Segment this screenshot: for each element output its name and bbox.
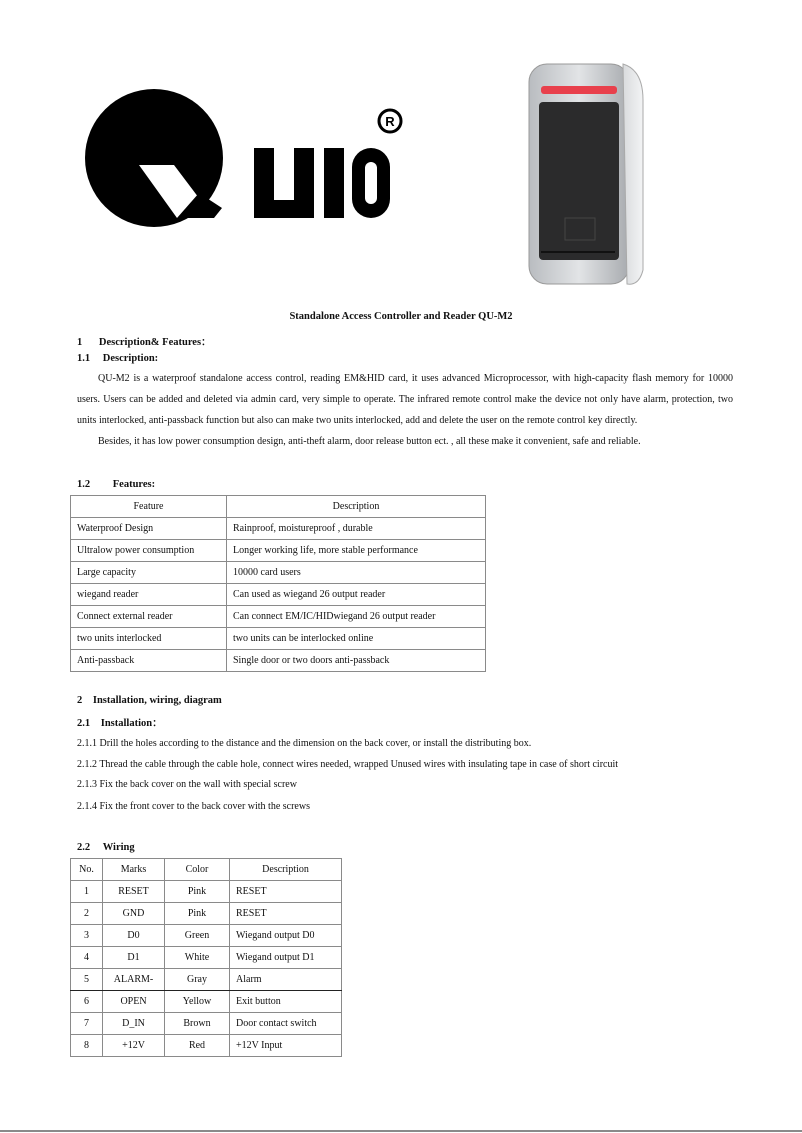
- section-title: Installation, wiring, diagram: [92, 695, 222, 706]
- column-header: Marks: [103, 859, 165, 881]
- table-row: [71, 1035, 342, 1057]
- no-cell: 5: [71, 969, 103, 991]
- description-body: [77, 368, 733, 452]
- section-title: Description:: [102, 353, 159, 364]
- table-header-row: [71, 496, 486, 518]
- description-cell: 10000 card users: [227, 562, 486, 584]
- column-header: Feature: [71, 496, 227, 518]
- description-cell: Alarm: [230, 969, 342, 991]
- table-row: [71, 1013, 342, 1035]
- column-header: Description: [227, 496, 486, 518]
- color-cell: Pink: [165, 881, 230, 903]
- color-cell: Brown: [165, 1013, 230, 1035]
- page-bottom-divider: [0, 1130, 802, 1132]
- feature-cell: wiegand reader: [71, 584, 227, 606]
- description-paragraph: QU-M2 is a waterproof standalone access control, reading EM&HID card, it uses advanced Microprocessor, with high-capacity flash memory for 10000 users. Users can be added and deleted via admin card, very simple to operate. The infrared remote control make the device not only have alarm, protection, two units interlocked, anti-passback function but also can make two units interlocked, add and delete the user on the remote control key directly.: [77, 373, 733, 426]
- section-number: 2.1: [77, 718, 91, 729]
- marks-cell: +12V: [103, 1035, 165, 1057]
- description-cell: +12V Input: [230, 1035, 342, 1057]
- wiring-table: [70, 858, 342, 1057]
- section-2-heading: [77, 695, 222, 706]
- subsection-2-1-heading: [77, 715, 163, 730]
- color-cell: Yellow: [165, 991, 230, 1013]
- description-cell: Longer working life, more stable performance: [227, 540, 486, 562]
- svg-text:R: R: [385, 114, 395, 129]
- document-title: Standalone Access Controller and Reader QU-M2: [289, 311, 513, 322]
- table-row: [71, 969, 342, 991]
- section-title: Wiring: [102, 842, 135, 853]
- marks-cell: D1: [103, 947, 165, 969]
- quio-logo-graphic: [84, 88, 414, 228]
- marks-cell: D0: [103, 925, 165, 947]
- feature-cell: Ultralow power consumption: [71, 540, 227, 562]
- description-cell: Can used as wiegand 26 output reader: [227, 584, 486, 606]
- section-number: 2.2: [77, 842, 91, 853]
- table-row: [71, 628, 486, 650]
- feature-cell: Large capacity: [71, 562, 227, 584]
- description-cell: Exit button: [230, 991, 342, 1013]
- installation-step: 2.1.3 Fix the back cover on the wall with special screw: [77, 779, 297, 790]
- quio-logo: [84, 88, 414, 228]
- description-cell: Door contact switch: [230, 1013, 342, 1035]
- description-paragraph: Besides, it has low power consumption design, anti-theft alarm, door release button ect. , all these make it convenient, safe and reliable.: [98, 436, 641, 447]
- column-header: Color: [165, 859, 230, 881]
- color-cell: Green: [165, 925, 230, 947]
- table-row: [71, 650, 486, 672]
- color-cell: White: [165, 947, 230, 969]
- section-title: Features:: [112, 479, 156, 490]
- table-row: [71, 925, 342, 947]
- color-cell: Gray: [165, 969, 230, 991]
- no-cell: 7: [71, 1013, 103, 1035]
- column-header: No.: [71, 859, 103, 881]
- table-row: [71, 947, 342, 969]
- installation-step: 2.1.2 Thread the cable through the cable hole, connect wires needed, wrapped Unused wires with insulating tape in case of short circuit: [77, 759, 619, 770]
- table-row: [71, 518, 486, 540]
- no-cell: 8: [71, 1035, 103, 1057]
- marks-cell: OPEN: [103, 991, 165, 1013]
- color-cell: Red: [165, 1035, 230, 1057]
- description-cell: Rainproof, moistureproof , durable: [227, 518, 486, 540]
- table-row: [71, 991, 342, 1013]
- marks-cell: RESET: [103, 881, 165, 903]
- subsection-1-2-heading: [77, 479, 155, 490]
- description-cell: RESET: [230, 903, 342, 925]
- section-number: 1.1: [77, 353, 91, 364]
- section-number: 1: [77, 337, 83, 348]
- table-row: [71, 881, 342, 903]
- feature-cell: Waterproof Design: [71, 518, 227, 540]
- features-table: [70, 495, 486, 672]
- description-cell: Can connect EM/IC/HIDwiegand 26 output reader: [227, 606, 486, 628]
- description-cell: Wiegand output D0: [230, 925, 342, 947]
- no-cell: 4: [71, 947, 103, 969]
- product-image: [527, 60, 645, 288]
- table-row: [71, 562, 486, 584]
- feature-cell: two units interlocked: [71, 628, 227, 650]
- table-row: [71, 584, 486, 606]
- section-number: 1.2: [77, 479, 91, 490]
- section-title: Installation：: [100, 718, 163, 729]
- marks-cell: GND: [103, 903, 165, 925]
- section-1-heading: [77, 334, 212, 349]
- table-row: [71, 540, 486, 562]
- feature-cell: Anti-passback: [71, 650, 227, 672]
- no-cell: 2: [71, 903, 103, 925]
- subsection-2-2-heading: [77, 842, 135, 853]
- installation-step: 2.1.4 Fix the front cover to the back cover with the screws: [77, 801, 310, 812]
- subsection-1-1-heading: [77, 353, 158, 364]
- marks-cell: ALARM-: [103, 969, 165, 991]
- table-row: [71, 606, 486, 628]
- section-number: 2: [77, 695, 83, 706]
- installation-step: 2.1.1 Drill the holes according to the distance and the dimension on the back cover, or install the distributing box.: [77, 738, 532, 749]
- description-cell: two units can be interlocked online: [227, 628, 486, 650]
- no-cell: 6: [71, 991, 103, 1013]
- section-title: Description& Features：: [98, 337, 212, 348]
- color-cell: Pink: [165, 903, 230, 925]
- no-cell: 1: [71, 881, 103, 903]
- description-cell: Wiegand output D1: [230, 947, 342, 969]
- feature-cell: Connect external reader: [71, 606, 227, 628]
- description-cell: RESET: [230, 881, 342, 903]
- no-cell: 3: [71, 925, 103, 947]
- marks-cell: D_IN: [103, 1013, 165, 1035]
- description-cell: Single door or two doors anti-passback: [227, 650, 486, 672]
- column-header: Description: [230, 859, 342, 881]
- table-row: [71, 903, 342, 925]
- table-header-row: [71, 859, 342, 881]
